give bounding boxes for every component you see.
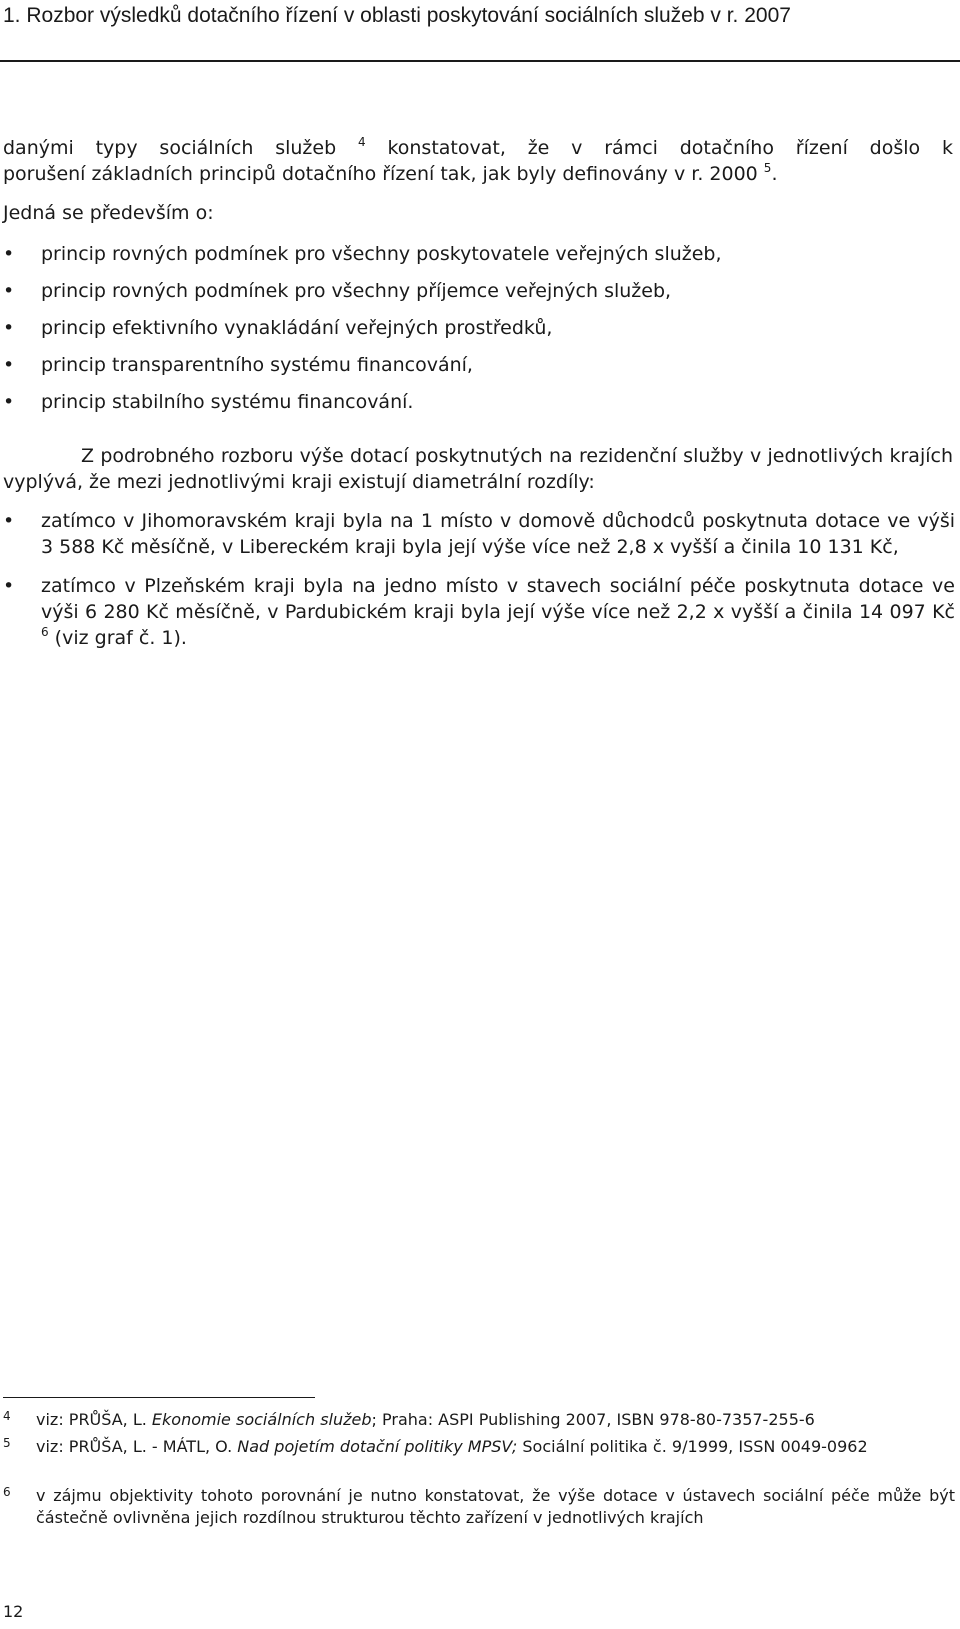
analysis-paragraph: Z podrobného rozboru výše dotací poskytnutých na rezidenční služby v jednotlivých krajích vyplývá, že mezi jednotlivými kraji existují diametrální rozdíly: [3, 445, 953, 493]
list-item-text [41, 573, 955, 651]
intro-line-2-text-b: . [771, 163, 778, 185]
bullet-icon: • [3, 510, 15, 532]
footnote-text [36, 1409, 955, 1431]
footnote-number: 4 [3, 1409, 11, 1423]
footnote-divider [3, 1397, 315, 1398]
list-item [0, 278, 955, 315]
footnote-prefix: viz: PRŮŠA, L. - MÁTL, O. [36, 1437, 238, 1456]
list-item-text-b: (viz graf č. 1). [48, 627, 187, 649]
bullet-icon: • [3, 280, 15, 302]
footnote-text: v zájmu objektivity tohoto porovnání je nutno konstatovat, že výše dotace v ústavech sociální péče může být částečně ovlivněna jejich rozdílnou strukturou těchto zařízení v jednotlivých krajích [36, 1486, 955, 1527]
list-item-text: princip rovných podmínek pro všechny příjemce veřejných služeb, [41, 280, 672, 302]
footnote-ref-4[interactable]: 4 [357, 135, 366, 149]
list-item [0, 573, 955, 651]
footnote-title: Ekonomie sociálních služeb [151, 1410, 372, 1429]
footnote-text [36, 1436, 955, 1458]
bullet-icon: • [3, 243, 15, 265]
list-item-text: zatímco v Jihomoravském kraji byla na 1 místo v domově důchodců poskytnuta dotace ve výši 3 588 Kč měsíčně, v Libereckém kraji byla její výše více než 2,8 x vyšší a činila 10 131 Kč, [41, 510, 955, 558]
principles-list [0, 241, 955, 426]
footnote-5 [3, 1436, 955, 1458]
page-number: 12 [3, 1602, 24, 1621]
intro-line-2-text-a: porušení základních principů dotačního řízení tak, jak byly definovány v r. 2000 [3, 163, 758, 185]
footnote-suffix: ; Praha: ASPI Publishing 2007, ISBN 978-80-7357-255-6 [371, 1410, 815, 1429]
list-item [0, 241, 955, 278]
regional-differences-list [0, 508, 955, 664]
list-item [0, 315, 955, 352]
bullet-icon: • [3, 354, 15, 376]
intro-line-1 [3, 135, 953, 161]
list-item [0, 389, 955, 426]
list-item-text: princip transparentního systému financování, [41, 354, 473, 376]
footnote-6 [3, 1485, 955, 1529]
footnote-ref-5[interactable]: 5 [763, 161, 772, 175]
footnote-4 [3, 1409, 955, 1431]
intro-line-3: Jedná se především o: [3, 202, 214, 224]
list-item-text: princip rovných podmínek pro všechny poskytovatele veřejných služeb, [41, 243, 722, 265]
footnote-title: Nad pojetím dotační politiky MPSV; [237, 1437, 518, 1456]
footnote-number: 6 [3, 1485, 11, 1499]
intro-line-1-text-a: danými typy sociálních služeb [3, 137, 337, 159]
footnote-suffix: Sociální politika č. 9/1999, ISSN 0049-0962 [517, 1437, 868, 1456]
running-header: 1. Rozbor výsledků dotačního řízení v oblasti poskytování sociálních služeb v r. 2007 [3, 4, 791, 27]
intro-line-2 [3, 161, 953, 187]
list-item-text-a: zatímco v Plzeňském kraji byla na jedno místo v stavech sociální péče poskytnuta dotace ve výši 6 280 Kč měsíčně, v Pardubickém kraji byla její výše více než 2,2 x vyšší a činila 14 097 Kč [41, 575, 955, 623]
list-item [0, 508, 955, 560]
list-item-text: princip stabilního systému financování. [41, 391, 414, 413]
list-item [0, 352, 955, 389]
footnote-ref-6[interactable]: 6 [41, 625, 49, 639]
footnote-number: 5 [3, 1436, 11, 1450]
intro-line-1-text-b: konstatovat, že v rámci dotačního řízení došlo k [365, 137, 953, 159]
bullet-icon: • [3, 317, 15, 339]
bullet-icon: • [3, 575, 15, 597]
header-divider [0, 60, 960, 62]
footnote-prefix: viz: PRŮŠA, L. [36, 1410, 152, 1429]
list-item-text: princip efektivního vynakládání veřejných prostředků, [41, 317, 553, 339]
bullet-icon: • [3, 391, 15, 413]
